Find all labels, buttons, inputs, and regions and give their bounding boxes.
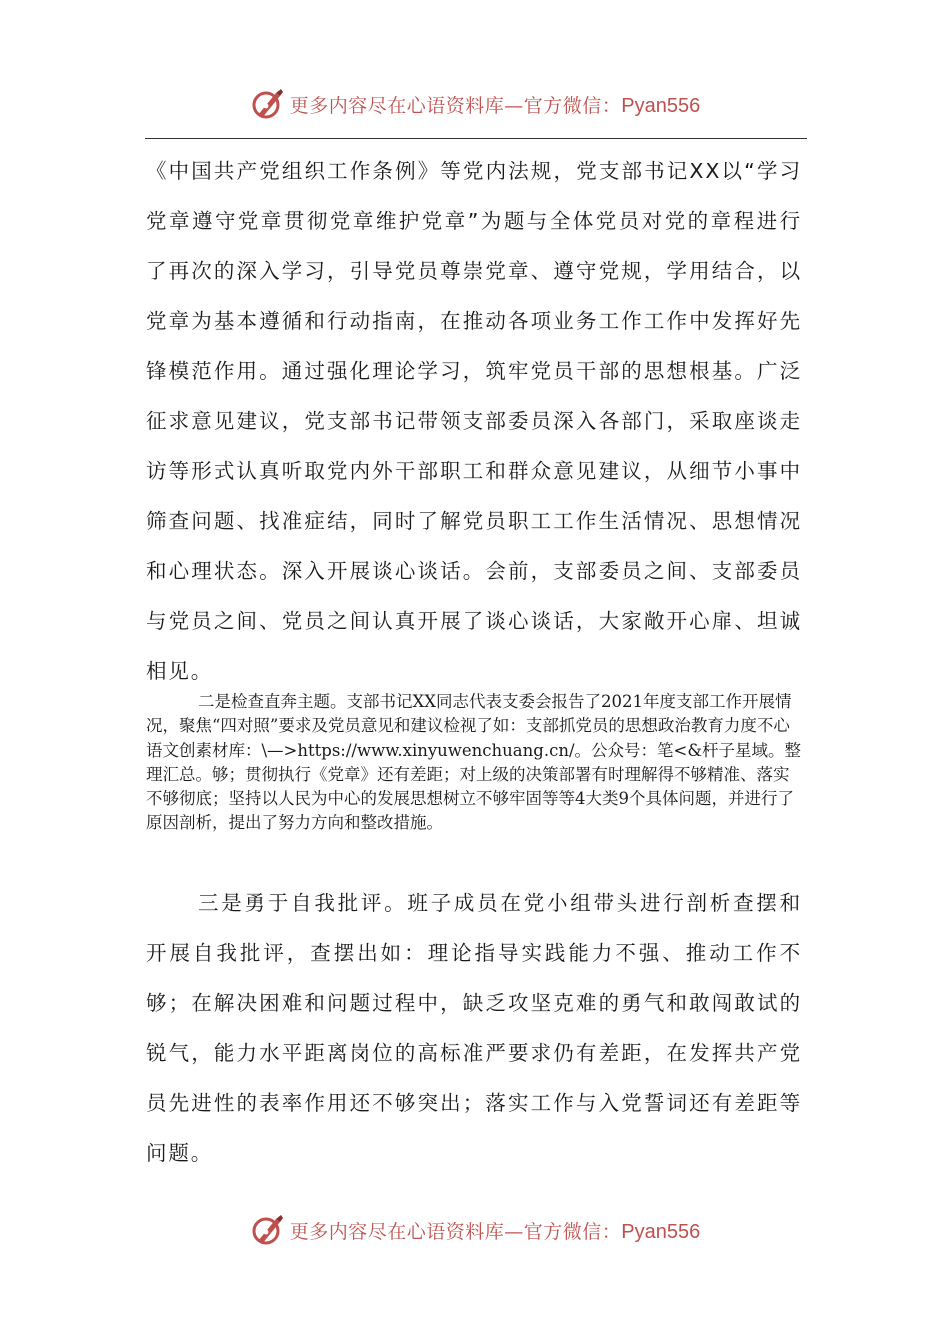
header-divider [145, 138, 807, 139]
footer-wechat-id: Pyan556 [621, 1220, 701, 1243]
body-paragraph-3: 三是勇于自我批评。班子成员在党小组带头进行剖析查摆和开展自我批评，查摆出如：理论指导实践能力不强、推动工作不够；在解决困难和问题过程中，缺乏攻坚克难的勇气和敢闯敢试的锐气，能力水平距离岗位的高标准严要求仍有差距，在发挥共产党员先进性的表率作用还不够突出；落实工作与入党誓词还有差距等问题。 [146, 891, 802, 1165]
footer-banner-text: 更多内容尽在心语资料库—官方微信：Pyan556 [289, 1220, 701, 1243]
body-paragraph-2: 二是检查直奔主题。支部书记XX同志代表支委会报告了2021年度支部工作开展情况，聚焦“四对照”要求及党员意见和建议检视了如：支部抓党员的思想政治教育力度不心语文创素材库：\—>https://www.xinyuwenchuang.cn/。公众号：笔<&杆子星域。整理汇总。够；贯彻执行《党章》还有差距；对上级的决策部署有时理解得不够精准、落实不够彻底；坚持以人民为中心的发展思想树立不够牢固等等4大类9个具体问题，并进行了原因剖析，提出了努力方向和整改措施。 [146, 692, 802, 833]
pen-nib-seal-icon [250, 1213, 284, 1247]
footer-banner [0, 1210, 950, 1250]
header-wechat-id: Pyan556 [621, 94, 701, 117]
header-banner [0, 84, 950, 124]
pen-nib-seal-icon [250, 87, 284, 121]
body-paragraph-1: 《中国共产党组织工作条例》等党内法规，党支部书记XX以“学习党章遵守党章贯彻党章维护党章”为题与全体党员对党的章程进行了再次的深入学习，引导党员尊崇党章、遵守党规，学用结合，以党章为基本遵循和行动指南，在推动各项业务工作工作中发挥好先锋模范作用。通过强化理论学习，筑牢党员干部的思想根基。广泛征求意见建议，党支部书记带领支部委员深入各部门，采取座谈走访等形式认真听取党内外干部职工和群众意见建议，从细节小事中筛查问题、找准症结，同时了解党员职工工作生活情况、思想情况和心理状态。深入开展谈心谈话。会前，支部委员之间、支部委员与党员之间、党员之间认真开展了谈心谈话，大家敞开心扉、坦诚相见。 [146, 159, 802, 683]
header-banner-text: 更多内容尽在心语资料库—官方微信：Pyan556 [289, 94, 701, 117]
